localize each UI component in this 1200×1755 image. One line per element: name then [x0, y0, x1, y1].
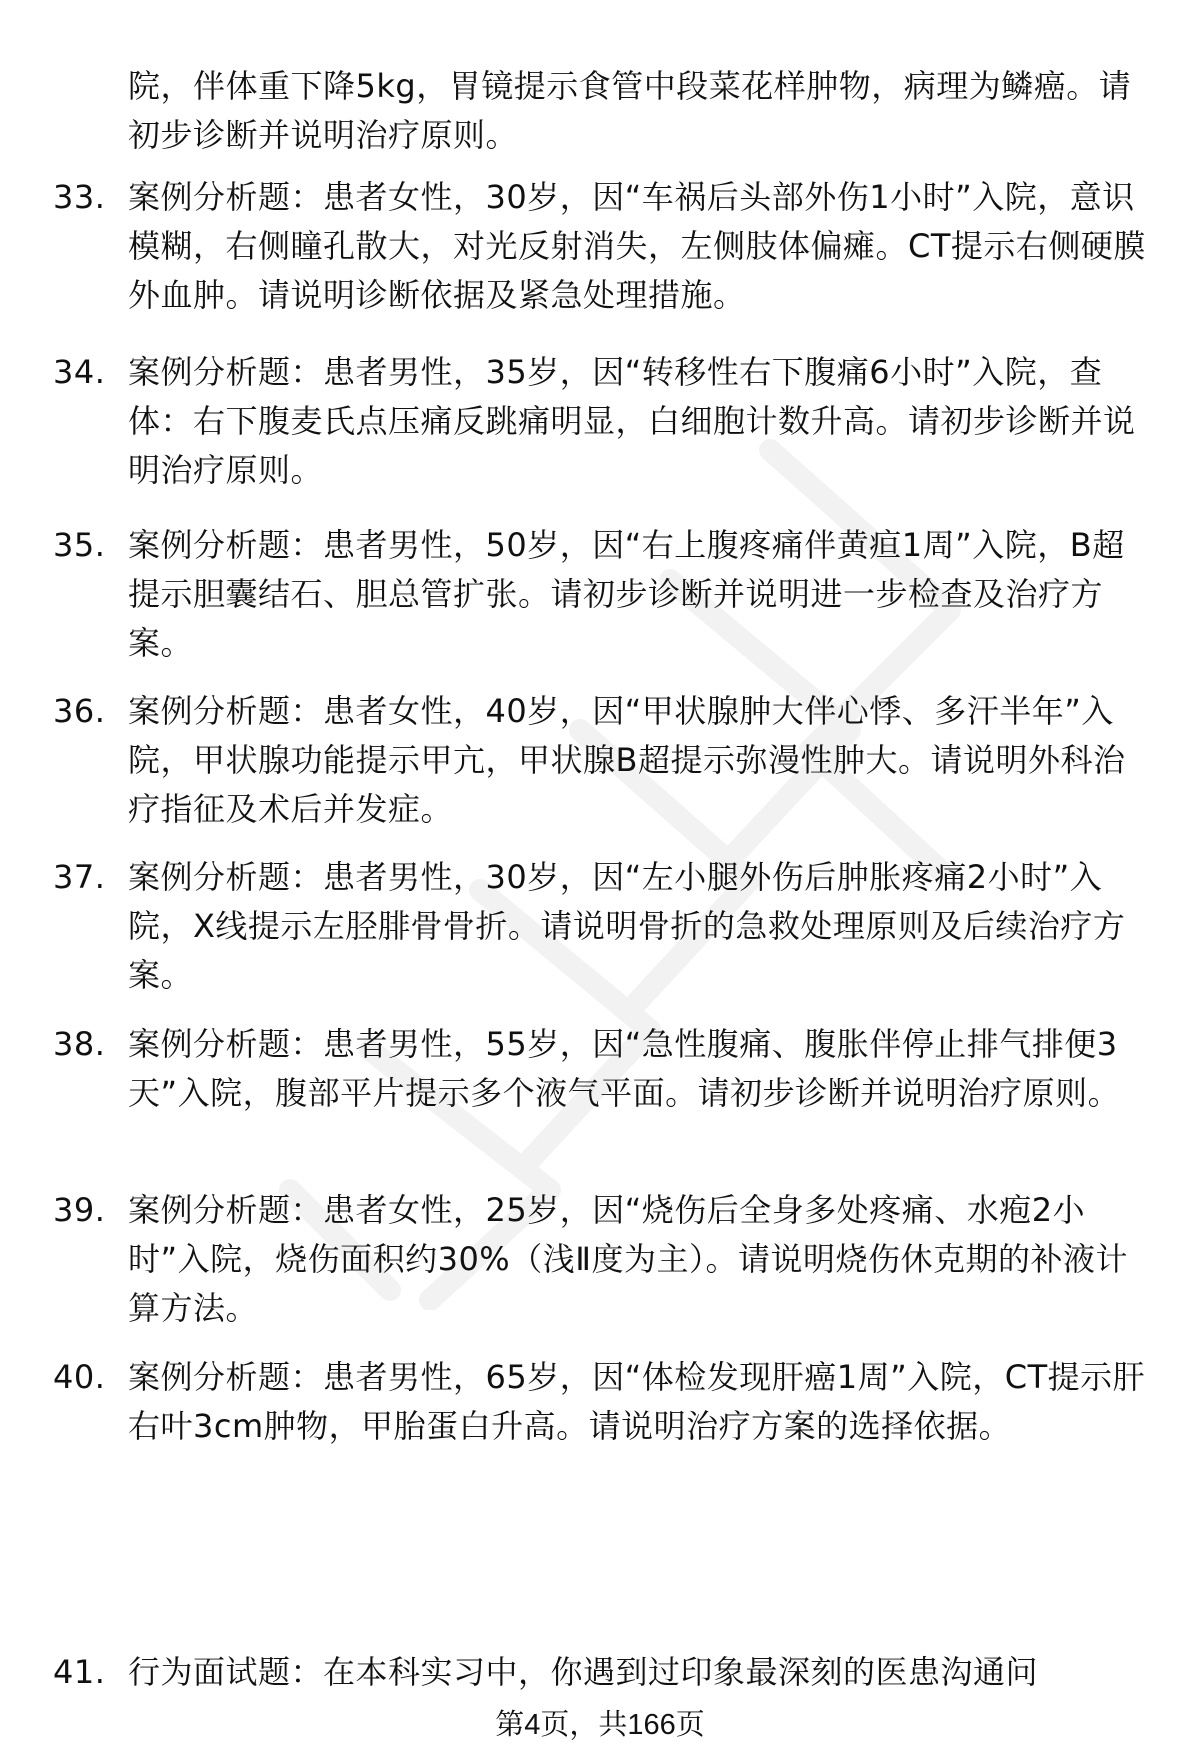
question-item-33	[0, 173, 1200, 320]
question-item-40	[0, 1353, 1200, 1451]
question-number: 35.	[53, 526, 106, 564]
question-text: 案例分析题：患者男性，55岁，因“急性腹痛、腹胀伴停止排气排便3天”入院，腹部平片提示多个液气平面。请初步诊断并说明治疗原则。	[128, 1025, 1121, 1112]
question-text: 案例分析题：患者男性，65岁，因“体检发现肝癌1周”入院，CT提示肝右叶3cm肿物，甲胎蛋白升高。请说明治疗方案的选择依据。	[128, 1358, 1146, 1445]
question-item-36	[0, 687, 1200, 834]
question-number: 34.	[53, 353, 106, 391]
page-footer-indicator: 第4页，共166页	[495, 1709, 705, 1741]
question-text: 案例分析题：患者女性，40岁，因“甲状腺肿大伴心悸、多汗半年”入院，甲状腺功能提示甲亢，甲状腺B超提示弥漫性肿大。请说明外科治疗指征及术后并发症。	[128, 692, 1126, 828]
question-number: 38.	[53, 1025, 106, 1063]
question-text: 案例分析题：患者女性，30岁，因“车祸后头部外伤1小时”入院，意识模糊，右侧瞳孔散大，对光反射消失，左侧肢体偏瘫。CT提示右侧硬膜外血肿。请说明诊断依据及紧急处理措施。	[128, 178, 1146, 314]
question-item-37	[0, 853, 1200, 1000]
question-item-39	[0, 1186, 1200, 1333]
question-item-38	[0, 1020, 1200, 1118]
question-number: 37.	[53, 858, 106, 896]
question-number: 33.	[53, 178, 106, 216]
question-number: 39.	[53, 1191, 106, 1229]
question-number: 41.	[53, 1653, 106, 1691]
question-number: 36.	[53, 692, 106, 730]
continuation-paragraph: 院，伴体重下降5kg，胃镜提示食管中段菜花样肿物，病理为鳞癌。请初步诊断并说明治疗原则。	[128, 67, 1132, 154]
question-item-41	[0, 1648, 1200, 1697]
question-text: 行为面试题：在本科实习中，你遇到过印象最深刻的医患沟通问	[128, 1653, 1039, 1691]
question-text: 案例分析题：患者男性，30岁，因“左小腿外伤后肿胀疼痛2小时”入院，X线提示左胫腓骨骨折。请说明骨折的急救处理原则及后续治疗方案。	[128, 858, 1126, 994]
question-text: 案例分析题：患者男性，50岁，因“右上腹疼痛伴黄疸1周”入院，B超提示胆囊结石、胆总管扩张。请初步诊断并说明进一步检查及治疗方案。	[128, 526, 1125, 662]
question-text: 案例分析题：患者男性，35岁，因“转移性右下腹痛6小时”入院，查体：右下腹麦氏点压痛反跳痛明显，白细胞计数升高。请初步诊断并说明治疗原则。	[128, 353, 1136, 489]
question-text: 案例分析题：患者女性，25岁，因“烧伤后全身多处疼痛、水疱2小时”入院，烧伤面积约30%（浅Ⅱ度为主）。请说明烧伤休克期的补液计算方法。	[128, 1191, 1128, 1327]
question-number: 40.	[53, 1358, 106, 1396]
question-item-34	[0, 348, 1200, 495]
question-item-35	[0, 521, 1200, 668]
